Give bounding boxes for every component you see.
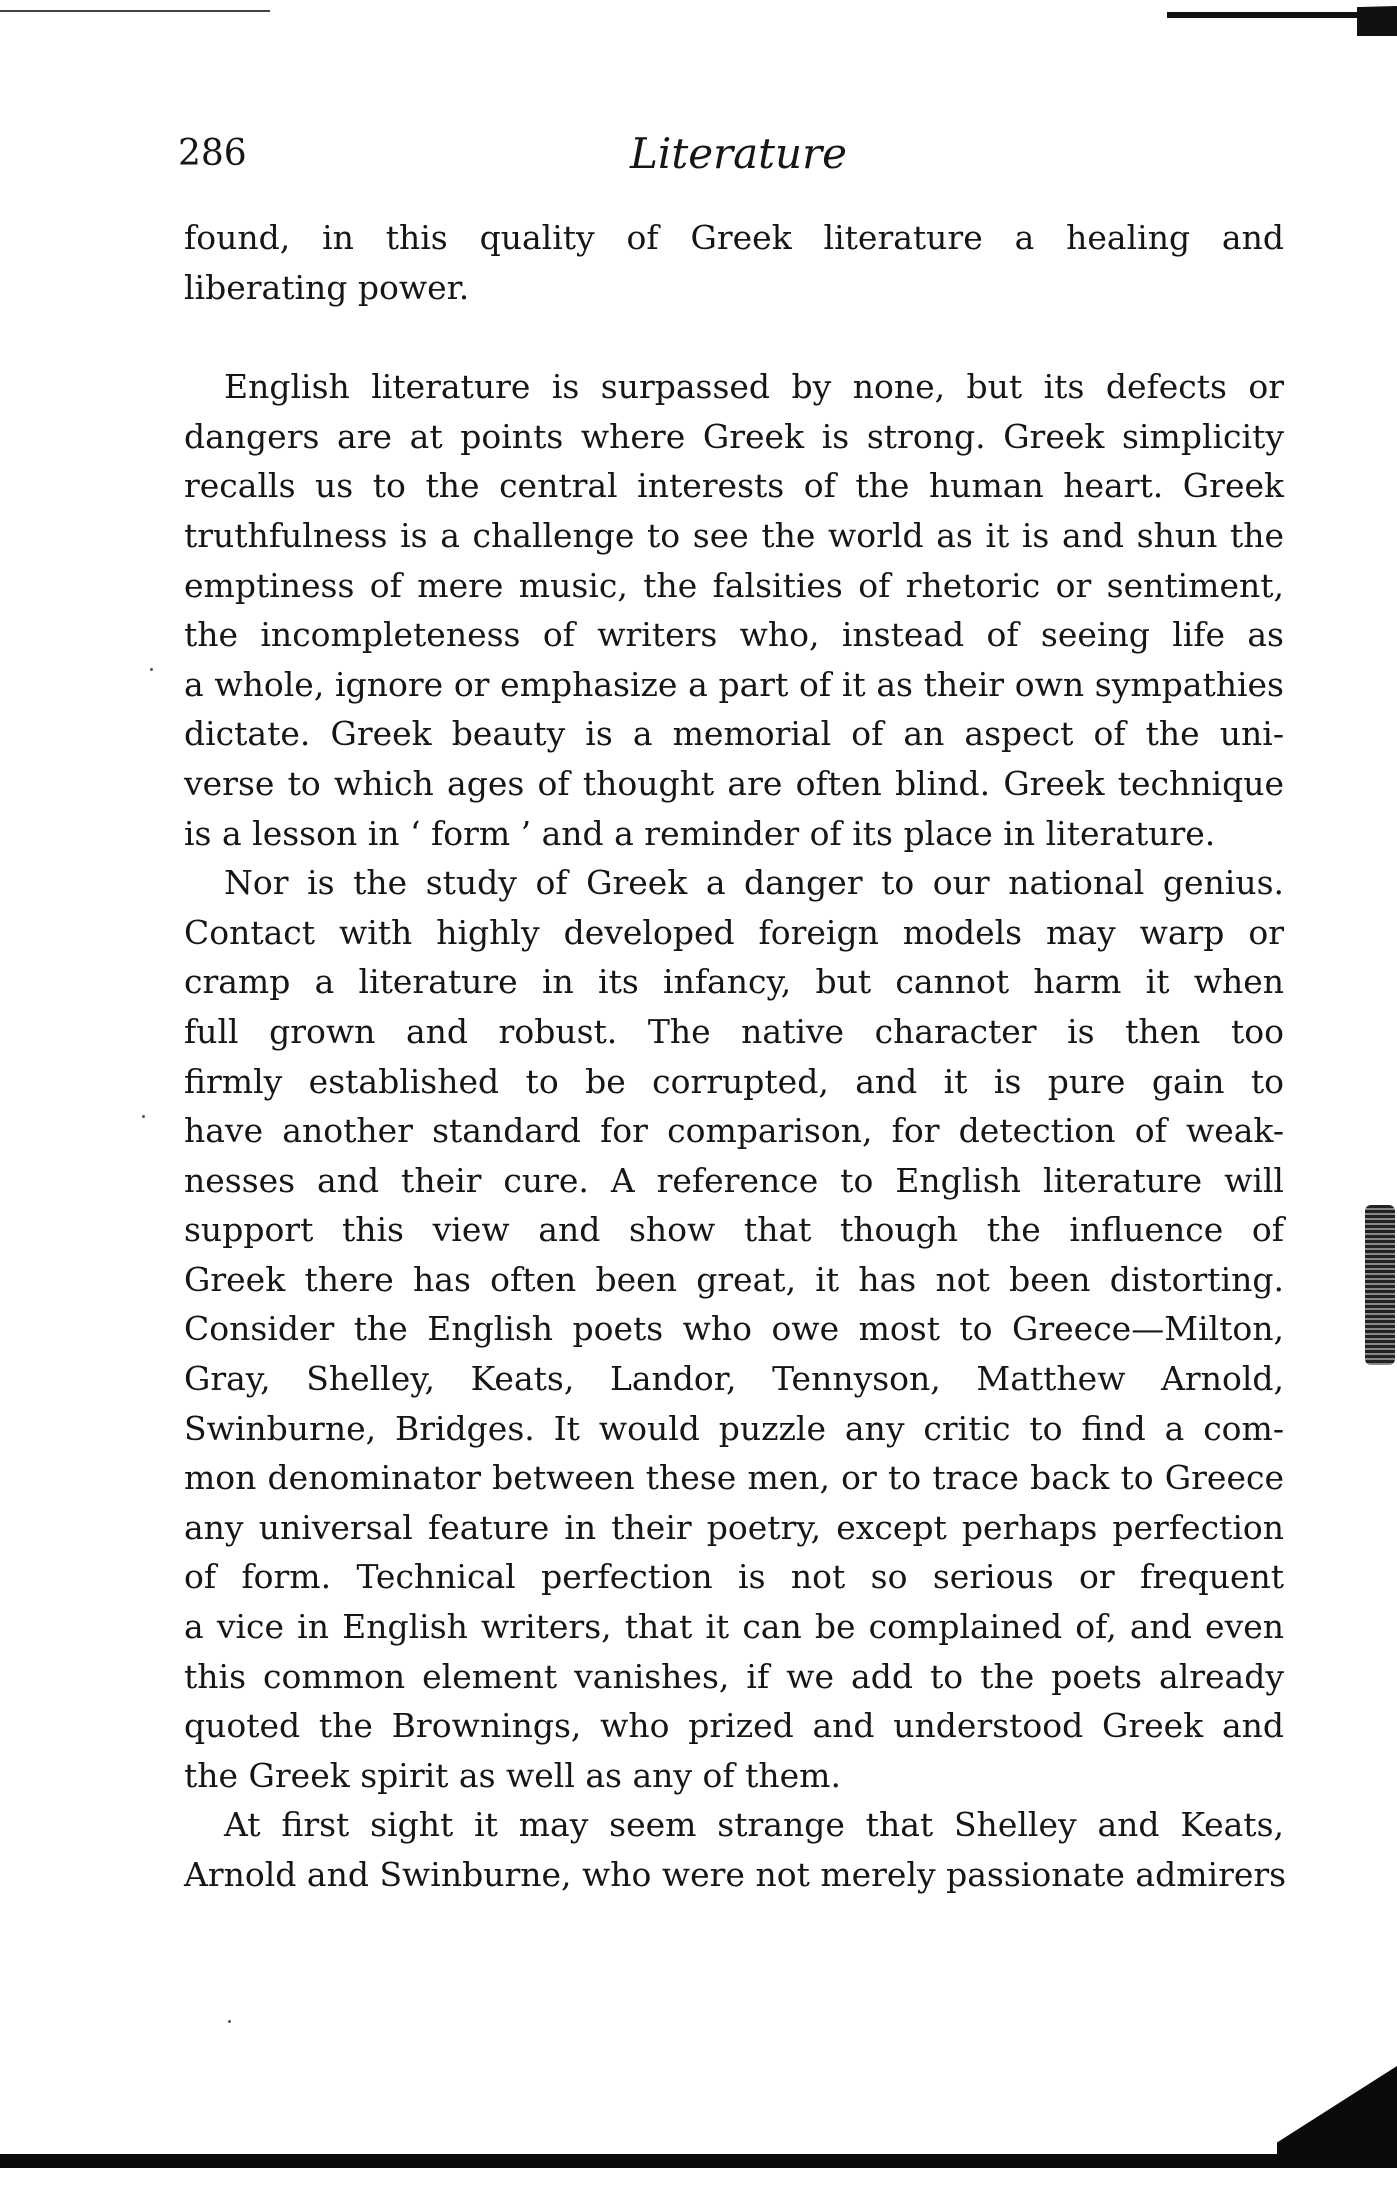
text-line: verse to which ages of thought are often blind. Greek technique — [184, 763, 1284, 803]
text-line: the incompleteness of writers who, instead of seeing life as — [184, 615, 1284, 655]
text-line: mon denominator between these men, or to trace back to Greece — [184, 1458, 1284, 1498]
text-line: have another standard for comparison, for detection of weak- — [184, 1111, 1284, 1151]
text-line: Nor is the study of Greek a danger to our national genius. — [224, 863, 1284, 903]
text-line: truthfulness is a challenge to see the world as it is and shun the — [184, 515, 1284, 555]
paragraph — [184, 362, 1284, 858]
text-line: the Greek spirit as well as any of them. — [184, 1755, 841, 1795]
text-line: dangers are at points where Greek is strong. Greek simplicity — [184, 416, 1284, 456]
text-line: emptiness of mere music, the falsities of rhetoric or sentiment, — [184, 565, 1284, 605]
text-line: Gray, Shelley, Keats, Landor, Tennyson, Matthew Arnold, — [184, 1359, 1284, 1399]
text-line: cramp a literature in its infancy, but cannot harm it when — [184, 962, 1284, 1002]
text-line: nesses and their cure. A reference to English literature will — [184, 1160, 1284, 1200]
text-line: Consider the English poets who owe most to Greece—Milton, — [184, 1309, 1284, 1349]
scan-speck — [142, 1115, 145, 1118]
text-line: is a lesson in ‘ form ’ and a reminder of its place in literature. — [184, 813, 1216, 853]
scan-artifact-right-margin — [1365, 1205, 1395, 1365]
running-title: Literature — [630, 129, 848, 178]
text-line: At first sight it may seem strange that Shelley and Keats, — [224, 1805, 1284, 1845]
text-line: a vice in English writers, that it can be complained of, and even — [184, 1607, 1284, 1647]
scan-artifact-bottom-bar — [0, 2154, 1397, 2168]
text-line: firmly established to be corrupted, and it is pure gain to — [184, 1061, 1284, 1101]
scan-artifact-top-right — [1167, 6, 1397, 36]
text-line: Greek there has often been great, it has not been distorting. — [184, 1259, 1284, 1299]
paragraph — [184, 858, 1284, 1800]
body-text — [184, 213, 1287, 1900]
text-line: Contact with highly developed foreign models may warp or — [184, 912, 1284, 952]
page-header — [178, 128, 1278, 188]
page-number: 286 — [178, 133, 247, 174]
text-line: of form. Technical perfection is not so serious or frequent — [184, 1557, 1284, 1597]
text-line: quoted the Brownings, who prized and understood Greek and — [184, 1706, 1284, 1746]
scan-speck — [150, 668, 153, 671]
text-line: support this view and show that though the influence of — [184, 1210, 1284, 1250]
text-line: dictate. Greek beauty is a memorial of an aspect of the uni- — [184, 714, 1284, 754]
text-line: Arnold and Swinburne, who were not merely passionate admirers — [184, 1855, 1287, 1894]
text-line: liberating power. — [184, 267, 470, 307]
scan-speck — [228, 2020, 231, 2023]
text-line: a whole, ignore or emphasize a part of it as their own sympathies — [184, 664, 1284, 704]
paragraph — [184, 1800, 1287, 1899]
text-line: English literature is surpassed by none, but its defects or — [224, 367, 1284, 407]
text-line: any universal feature in their poetry, except perhaps perfection — [184, 1507, 1284, 1547]
scan-artifact-bottom-wedge — [1277, 2066, 1397, 2156]
scan-artifact-top-line — [0, 10, 270, 12]
text-line: found, in this quality of Greek literature a healing and — [184, 218, 1284, 257]
text-line: full grown and robust. The native character is then too — [184, 1011, 1284, 1051]
text-line: Swinburne, Bridges. It would puzzle any critic to find a com- — [184, 1408, 1284, 1448]
paragraph-gap — [184, 312, 1284, 362]
text-line: recalls us to the central interests of the human heart. Greek — [184, 466, 1284, 506]
paragraph — [184, 213, 1284, 312]
text-line: this common element vanishes, if we add to the poets already — [184, 1656, 1284, 1696]
